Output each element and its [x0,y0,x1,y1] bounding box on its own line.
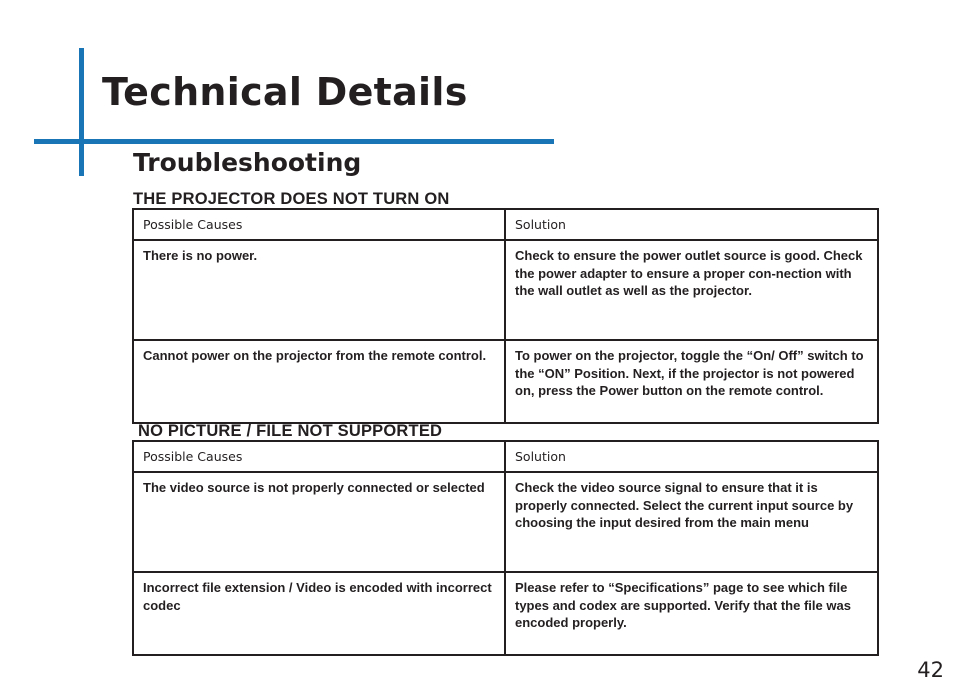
solution-cell: Please refer to “Specifications” page to see which file types and codex are supported. Verify that the file was encoded properly. [505,572,878,655]
section-title: Troubleshooting [133,148,362,177]
solution-cell: Check to ensure the power outlet source is good. Check the power adapter to ensure a proper con-nection with the wall outlet as well as the projector. [505,240,878,340]
column-header-causes: Possible Causes [133,209,505,240]
page-number: 42 [917,658,944,682]
table-row [133,340,878,423]
accent-horizontal-bar [34,139,554,144]
cause-cell: There is no power. [133,240,505,340]
column-header-causes: Possible Causes [133,441,505,472]
solution-cell: Check the video source signal to ensure that it is properly connected. Select the current input source by choosing the input desired from the main menu [505,472,878,572]
column-header-solution: Solution [505,441,878,472]
cause-cell: Incorrect file extension / Video is encoded with incorrect codec [133,572,505,655]
page-title: Technical Details [102,70,468,114]
table-row [133,572,878,655]
table-row [133,472,878,572]
solution-cell: To power on the projector, toggle the “On/ Off” switch to the “ON” Position. Next, if the projector is not powered on, press the Power button on the remote control. [505,340,878,423]
table-header-row [133,441,878,472]
cause-cell: The video source is not properly connected or selected [133,472,505,572]
troubleshooting-table-power [132,208,879,424]
table-heading-no-picture: NO PICTURE / FILE NOT SUPPORTED [138,422,443,440]
table-heading-power: THE PROJECTOR DOES NOT TURN ON [133,190,450,208]
table-header-row [133,209,878,240]
table-row [133,240,878,340]
troubleshooting-table-no-picture [132,440,879,656]
column-header-solution: Solution [505,209,878,240]
accent-vertical-bar [79,48,84,176]
cause-cell: Cannot power on the projector from the remote control. [133,340,505,423]
